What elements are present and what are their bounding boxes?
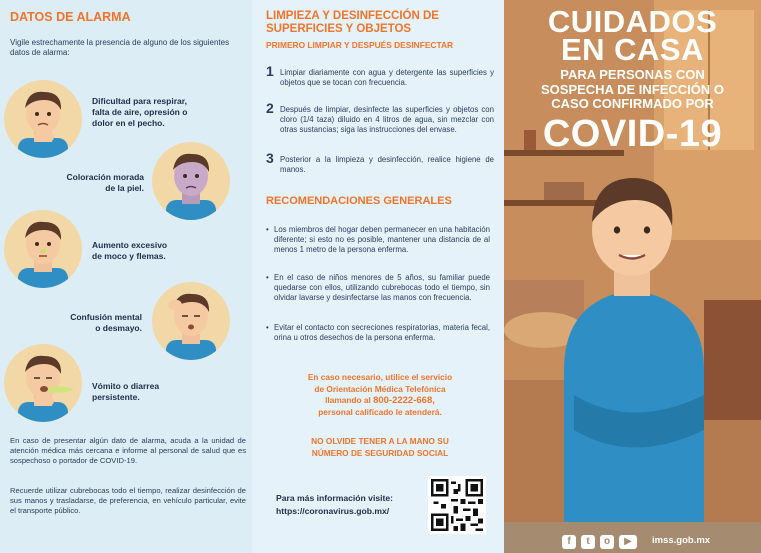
cleaning-subtitle: PRIMERO LIMPIAR Y DESPUÉS DESINFECTAR	[266, 40, 454, 50]
recommendation-item: • En el caso de niños menores de 5 años, su familiar puede quedarse con ellos, utilizando cubrebocas todo el tiempo, sin olvidar lavarse y desinfectarse las manos con frecuencia.	[266, 273, 490, 302]
cover-subtitle: PARA PERSONAS CON SOSPECHA DE INFECCIÓN O CASO CONFIRMADO POR	[541, 67, 724, 111]
cleaning-title: LIMPIEZA Y DESINFECCIÓN DE SUPERFICIES Y OBJETOS	[266, 10, 439, 35]
cleaning-step: 1 Limpiar diariamente con agua y detergente las superficies y objetos que se tocan con frecuencia.	[266, 63, 494, 87]
confusion-illustration	[152, 282, 230, 360]
coronavirus-link[interactable]: https://coronavirus.gob.mx/	[276, 506, 390, 516]
symptom-purple-skin: Coloración morada de la piel.	[66, 172, 144, 193]
cover-covid-heading: COVID-19	[542, 113, 723, 155]
mask-reminder: Recuerde utilizar cubrebocas todo el tiempo, realizar desinfección de sus manos y trasladarse, de preferencia, en vehículo particular, evite el transporte público.	[10, 486, 246, 515]
qr-code	[428, 476, 486, 534]
twitter-icon[interactable]: t	[581, 535, 595, 549]
mucus-illustration	[4, 210, 82, 288]
phone-service-notice: En caso necesario, utilice el servicio de Orientación Médica Telefónica llamando al 800-2222-668, personal calificado le atenderá.	[307, 372, 453, 417]
facebook-icon[interactable]: f	[562, 535, 576, 549]
breathing-difficulty-illustration	[4, 80, 82, 158]
imss-site-link[interactable]: imss.gob.mx	[652, 535, 711, 546]
symptom-vomit: Vómito o diarrea persistente.	[92, 381, 160, 402]
recommendations-title: RECOMENDACIONES GENERALES	[266, 195, 452, 207]
alarm-intro: Vigile estrechamente la presencia de alguno de los siguientes datos de alarma:	[10, 38, 230, 57]
alarm-title: DATOS DE ALARMA	[10, 10, 131, 24]
cleaning-step: 3 Posterior a la limpieza y desinfección, realice higiene de manos.	[266, 150, 494, 174]
symptom-breathing: Dificultad para respirar, falta de aire, opresión o dolor en el pecho.	[92, 96, 188, 128]
youtube-icon[interactable]: ▶	[619, 535, 637, 549]
vomit-diarrhea-illustration	[4, 344, 82, 422]
cover-title: CUIDADOS EN CASA	[547, 4, 718, 67]
purple-skin-illustration	[152, 142, 230, 220]
recommendation-item: • Los miembros del hogar deben permanecer en una habitación diferente; si esto no es posible, mantener una distancia de al menos 1 metro de la persona enferma.	[266, 225, 490, 254]
cleaning-step: 2 Después de limpiar, desinfecte las superficies y objetos con cloro (1/4 taza) diluido en 4 litros de agua, sin mezclar con otras sustancias; siga las instrucciones del envase.	[266, 100, 494, 134]
phone-number[interactable]: 800-2222-668,	[373, 395, 435, 406]
alarm-instruction: En caso de presentar algún dato de alarma, acuda a la unidad de atención médica más cercana e informe al personal de salud que es sospechoso o portador de COVID-19.	[10, 436, 246, 465]
social-security-reminder: NO OLVIDE TENER A LA MANO SU NÚMERO DE SEGURIDAD SOCIAL	[311, 436, 449, 458]
symptom-confusion: Confusión mental o desmayo.	[70, 312, 142, 333]
more-info: Para más información visite: https://coronavirus.gob.mx/	[276, 493, 394, 516]
instagram-icon[interactable]: o	[600, 535, 614, 549]
recommendation-item: • Evitar el contacto con secreciones respiratorias, materia fecal, orina u otros desechos de la persona enferma.	[266, 323, 490, 342]
symptom-mucus: Aumento excesivo de moco y flemas.	[92, 240, 168, 261]
